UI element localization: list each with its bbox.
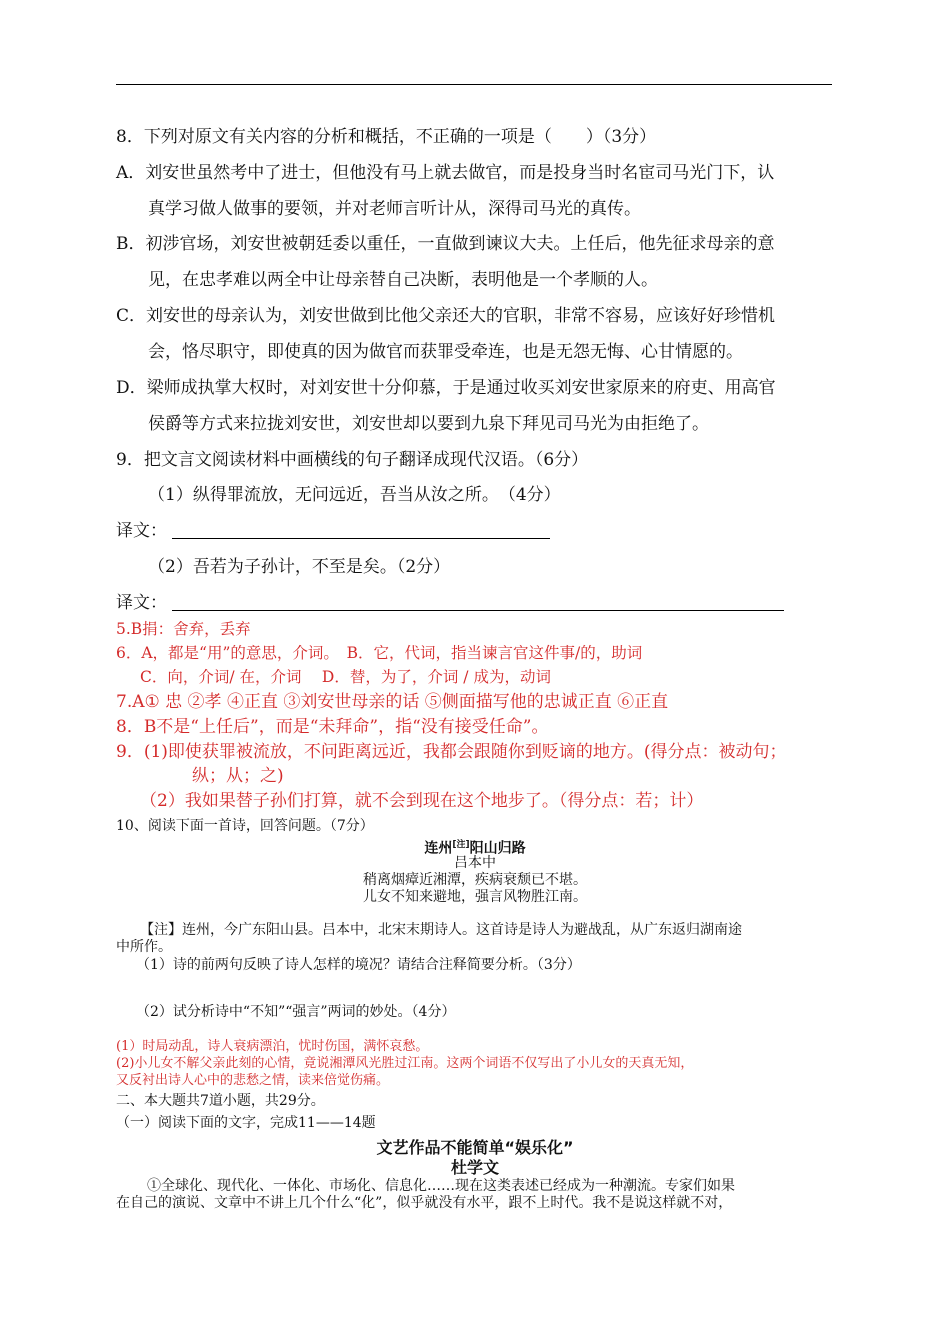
answer-6-line2: C．向，介词/ 在，介词 D．替，为了，介词 / 成为，动词 [140,668,551,686]
translation-blank-2 [172,610,784,611]
q10-part-1: （1）诗的前两句反映了诗人怎样的境况？请结合注释简要分析。（3分） [136,957,581,973]
answer-6-line1: 6．A，都是“用”的意思，介词。 B．它，代词，指当谏言官这件事/的，助词 [116,644,643,662]
q9-sentence-1: （1）纵得罪流放，无问远近，吾当从汝之所。 （4分） [148,485,561,505]
section-2-subheading: （一）阅读下面的文字，完成11——14题 [116,1115,376,1131]
article-author: 杜学文 [450,1158,499,1177]
q10-answer-2-line2: 又反衬出诗人心中的悲愁之情，读来倍觉伤痛。 [116,1073,390,1088]
section-2-heading: 二、本大题共7道小题，共29分。 [116,1093,325,1109]
q9-sentence-2: （2）吾若为子孙计，不至是矣。（2分） [148,557,451,577]
poem-author: 吕本中 [454,855,496,871]
q8-option-d-line2: 侯爵等方式来拉拢刘安世，刘安世却以要到九泉下拜见司马光为由拒绝了。 [148,414,709,434]
q8-option-a-line1: A．刘安世虽然考中了进士，但他没有马上就去做官，而是投身当时名宦司马光门下，认 [116,163,775,183]
q8-option-b-line1: B．初涉官场，刘安世被朝廷委以重任，一直做到谏议大夫。上任后，他先征求母亲的意 [116,234,775,254]
article-para-line1: ①全球化、现代化、一体化、市场化、信息化……现在这类表述已经成为一种潮流。专家们如果 [147,1178,735,1194]
poem-title-note-mark: [注] [452,840,470,850]
q8-option-b-line2: 见，在忠孝难以两全中让母亲替自己决断，表明他是一个孝顺的人。 [148,270,658,290]
article-para-line2: 在自己的演说、文章中不讲上几个什么“化”，似乎就没有水平，跟不上时代。我不是说这样就不对， [116,1195,733,1211]
answer-9-line3: （2）我如果替子孙们打算，就不会到现在这个地步了。（得分点：若；计） [140,791,704,811]
answer-7: 7.A① 忠 ②孝 ④正直 ③刘安世母亲的话 ⑤侧面描写他的忠诚正直 ⑥正直 [116,692,669,712]
q8-option-c-line2: 会，恪尽职守，即使真的因为做官而获罪受牵连，也是无怨无悔、心甘情愿的。 [148,342,743,362]
q8-option-a-line2: 真学习做人做事的要领，并对老师言听计从，深得司马光的真传。 [148,199,641,219]
q10-stem: 10、阅读下面一首诗，回答问题。（7分） [116,818,374,834]
poem-title: 连州[注]阳山归路 [424,840,526,857]
answer-5: 5.B捐：舍弃，丢弃 [116,620,251,638]
q9-stem: 9．把文言文阅读材料中画横线的句子翻译成现代汉语。（6分） [116,450,589,470]
translation-blank-1 [172,538,550,539]
answer-8: 8．B不是“上任后”，而是“未拜命”，指“没有接受任命”。 [116,717,549,737]
q9-translation-label-2: 译文： [116,593,167,613]
article-title: 文艺作品不能简单“娱乐化” [376,1138,574,1157]
q8-option-d-line1: D．梁师成执掌大权时，对刘安世十分仰慕，于是通过收买刘安世家原来的府吏、用高官 [116,378,776,398]
q10-part-2: （2）试分析诗中“不知”“强言”两词的妙处。（4分） [136,1004,456,1020]
q9-translation-label-1: 译文： [116,521,167,541]
poem-line-2: 儿女不知来避地，强言风物胜江南。 [363,889,587,905]
poem-note-line1: 【注】连州，今广东阳山县。吕本中，北宋末期诗人。这首诗是诗人为避战乱，从广东返归湖南途 [140,922,742,938]
poem-line-1: 稍离烟瘴近湘潭，疾病衰颓已不堪。 [363,872,587,888]
q8-option-c-line1: C．刘安世的母亲认为，刘安世做到比他父亲还大的官职，非常不容易，应该好好珍惜机 [116,306,776,326]
q10-answer-1: (1）时局动乱，诗人衰病漂泊，忧时伤国，满怀哀愁。 [116,1039,429,1054]
header-rule [116,84,832,85]
q10-answer-2-line1: (2)小儿女不解父亲此刻的心情，竟说湘潭风光胜过江南。这两个词语不仅写出了小儿女的天真无知， [116,1056,694,1071]
answer-9-line1: 9．(1)即使获罪被流放，不问距离远近，我都会跟随你到贬谪的地方。(得分点：被动句； [116,742,787,762]
poem-note-line2: 中所作。 [116,939,172,955]
q8-stem: 8．下列对原文有关内容的分析和概括，不正确的一项是（ ）（3分） [116,127,657,147]
answer-9-line2: 纵；从；之) [192,766,284,786]
